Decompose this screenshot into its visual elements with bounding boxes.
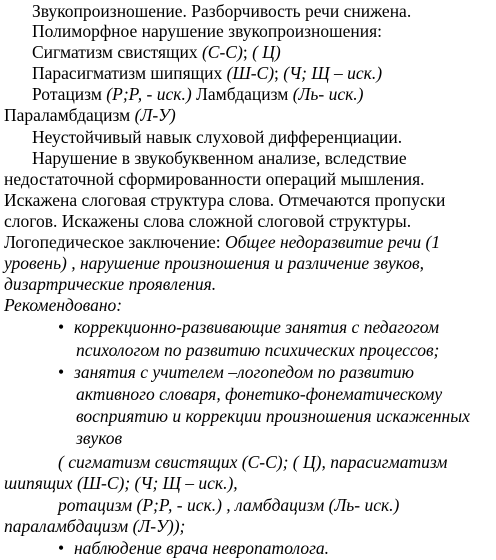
text-line: Звукопроизношение. Разборчивость речи снижена. [32,1,412,21]
text-line: Неустойчивый навык слуховой дифференциации. [32,127,403,147]
text-line: психологом по развитию психических процессов; [76,340,440,360]
text-line: Парасигматизм шипящих (Ш-С); (Ч; Щ – иск.) [32,63,383,83]
text-line: параламбдацизм (Л-У)); [4,516,186,536]
text-line: восприятию и коррекции произношения искаженных [76,406,470,426]
text-line: Параламбдацизм (Л-У) [4,105,176,125]
text-line: звуков [76,428,123,448]
list-item: • наблюдение врача невропатолога. [58,538,330,558]
bullet-icon: • [58,362,65,382]
text-line: Рекомендовано: [4,295,123,315]
text-line: Полиморфное нарушение звукопроизношения: [32,21,382,41]
list-item: • коррекционно-развивающие занятия с педагогом [58,317,440,337]
text-line: ( сигматизм свистящих (С-С); ( Ц), парасигматизм [58,452,448,472]
text-line: уровень) , нарушение произношения и различение звуков, [4,253,424,273]
bullet-icon: • [58,317,65,337]
text-line: шипящих (Ш-С); (Ч; Щ – иск.), [4,473,238,493]
text-line: Искажена слоговая структура слова. Отмечаются пропуски [4,190,446,210]
text-line: ротацизм (Р;Р, - иск.) , ламбдацизм (Ль- иск.) [58,495,400,515]
bullet-icon: • [58,538,65,558]
text-line: слогов. Искажены слова сложной слоговой структуры. [4,211,412,231]
text-line: Логопедическое заключение: Общее недоразвитие речи (1 [4,232,441,252]
text-line: Сигматизм свистящих (С-С); ( Ц) [32,42,281,62]
text-line: Нарушение в звукобуквенном анализе, вследствие [32,148,407,168]
text-line: активного словаря, фонетико-фонематическому [76,384,443,404]
text-line: дизартрические проявления. [4,274,217,294]
list-item: • занятия с учителем –логопедом по развитию [58,362,414,382]
text-line: недостаточной сформированности операций мышления. [4,169,425,189]
text-line: Ротацизм (Р;Р, - иск.) Ламбдацизм (Ль- иск.) [32,84,364,104]
